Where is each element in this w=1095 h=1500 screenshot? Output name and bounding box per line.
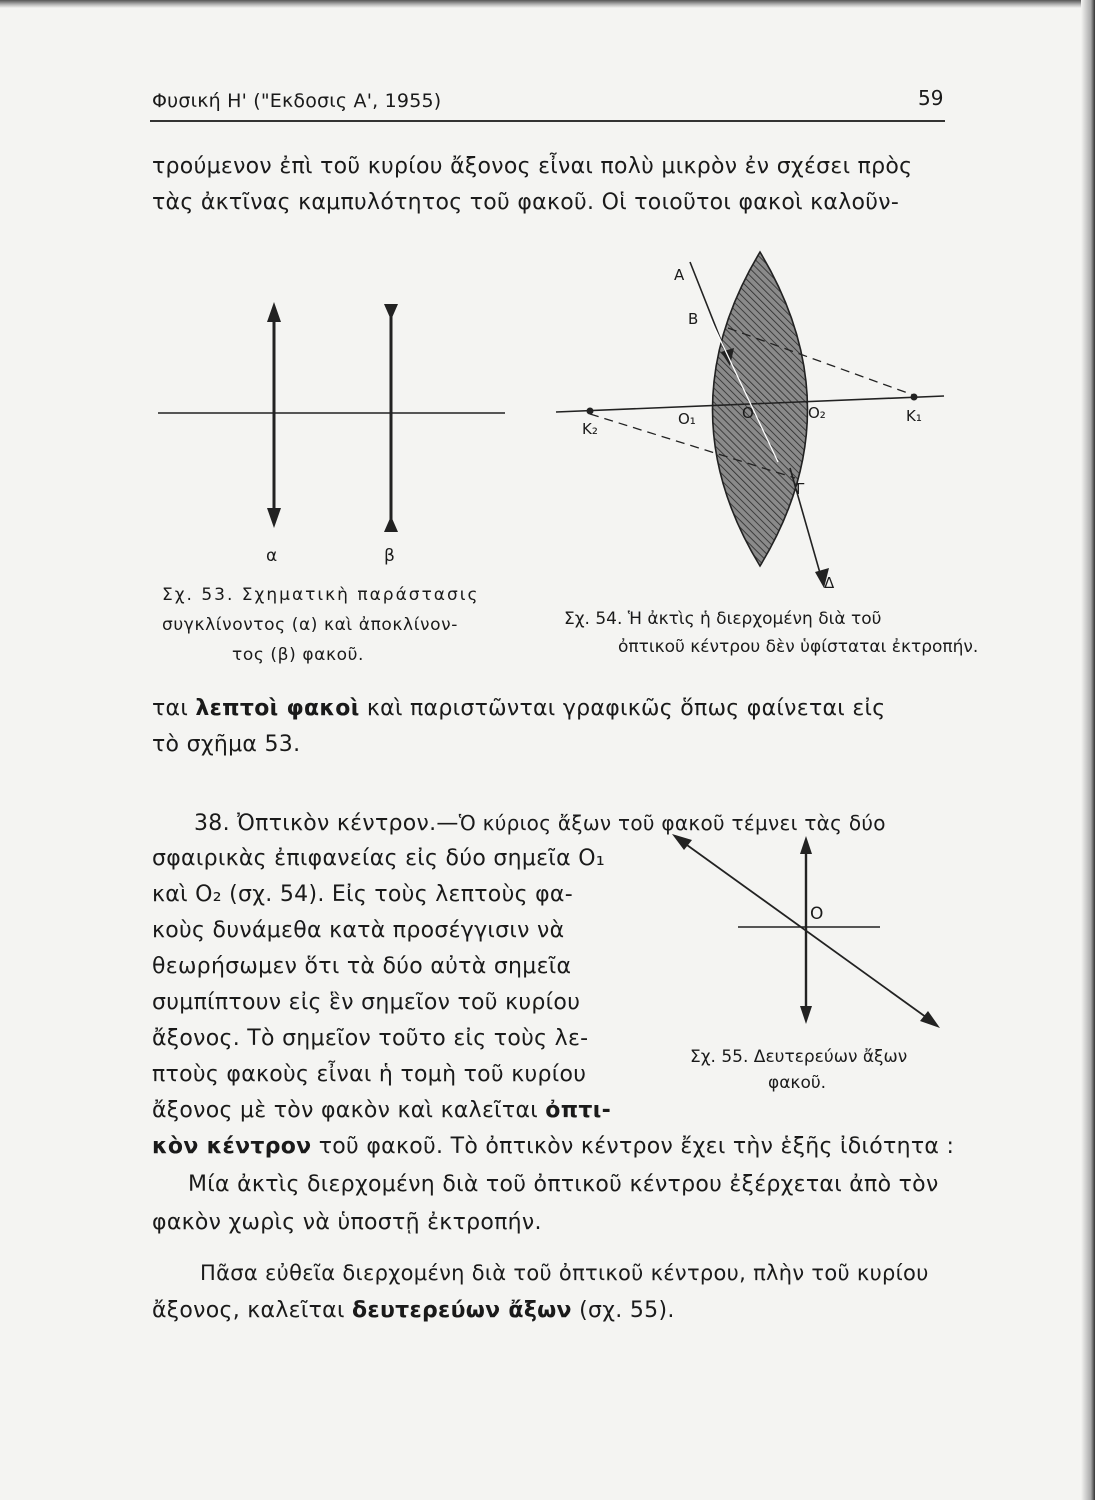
emphasis-term: λεπτοὶ φακοὶ [195, 696, 360, 721]
text-span: καὶ παριστῶνται γραφικῶς ὅπως φαίνεται εἰς [359, 696, 886, 721]
text-line: τὰς ἀκτῖνας καμπυλότητος τοῦ φακοῦ. Οἱ τοιοῦτοι φακοὶ καλοῦν- [152, 190, 900, 215]
text-line: ἄξονος. Τὸ σημεῖον τοῦτο εἰς τοὺς λε- [152, 1026, 589, 1051]
figure-55 [672, 834, 940, 1028]
text-line: τὸ σχῆμα 53. [152, 732, 301, 757]
text-line: Πᾶσα εὐθεῖα διερχομένη διὰ τοῦ ὀπτικοῦ κέντρου, πλὴν τοῦ κυρίου [200, 1261, 929, 1285]
text-line: κοὺς δυνάμεθα κατὰ προσέγγισιν νὰ [152, 918, 565, 943]
text-line: τρούμενον ἐπὶ τοῦ κυρίου ἄξονος εἶναι πολὺ μικρὸν ἐν σχέσει πρὸς [152, 154, 913, 179]
fig54-label-B: Β [688, 310, 699, 328]
text-line [152, 692, 885, 726]
fig54-label-G: Γ [796, 480, 805, 498]
fig54-point-K2 [587, 408, 594, 415]
fig53-caption-line: συγκλίνοντος (α) καὶ ἀποκλίνον- [162, 615, 458, 635]
text-line: πτοὺς φακοὺς εἶναι ἡ τομὴ τοῦ κυρίου [152, 1062, 587, 1087]
running-title: Φυσική Η' ("Εκδοσις Α', 1955) [152, 90, 442, 112]
fig55-caption-line: Σχ. 55. Δευτερεύων ἄξων [690, 1047, 908, 1067]
fig55-caption-line: φακοῦ. [768, 1073, 827, 1093]
fig54-label-K2: Κ₂ [582, 420, 598, 438]
text-span: ται [152, 696, 196, 721]
fig55-label-O: Ο [810, 904, 824, 924]
figure-53 [158, 302, 505, 532]
fig53-diverging-lens [384, 304, 398, 532]
text-span: (σχ. 55). [571, 1298, 675, 1323]
fig54-biconvex-lens [713, 252, 808, 566]
fig54-emergent-ray [790, 468, 822, 580]
fig54-label-A: Α [674, 266, 685, 284]
emphasis-term: ὀπτι- [545, 1098, 612, 1123]
fig54-label-O2: Ο₂ [808, 404, 826, 422]
fig54-caption-line: ὀπτικοῦ κέντρου δὲν ὑφίσταται ἐκτροπήν. [618, 637, 979, 657]
fig54-label-K1: Κ₁ [906, 407, 922, 425]
page-number: 59 [918, 86, 944, 110]
fig54-point-K1 [911, 394, 918, 401]
text-line: σφαιρικὰς ἐπιφανείας εἰς δύο σημεῖα Ο₁ [152, 846, 605, 871]
emphasis-term: κὸν κέντρον [152, 1134, 312, 1159]
text-span: ἄξονος μὲ τὸν φακὸν καὶ καλεῖται [152, 1098, 546, 1123]
text-span: Ὁ κύριος ἄξων τοῦ φακοῦ τέμνει τὰς δύο [458, 811, 886, 835]
text-line: καὶ Ο₂ (σχ. 54). Εἰς τοὺς λεπτοὺς φα- [152, 882, 573, 907]
text-span: τοῦ φακοῦ. Τὸ ὀπτικὸν κέντρον ἔχει τὴν ἑξῆς ἰδιότητα : [311, 1134, 955, 1159]
fig54-label-D: Δ [824, 574, 835, 592]
text-line: φακὸν χωρὶς νὰ ὑποστῇ ἐκτροπήν. [152, 1210, 542, 1235]
text-line [152, 1130, 954, 1164]
fig54-caption-line: Σχ. 54. Ἡ ἀκτὶς ἡ διερχομένη διὰ τοῦ [564, 609, 882, 629]
section-heading-line [194, 806, 886, 841]
fig53-label-a: α [266, 546, 278, 566]
text-line [152, 1294, 675, 1328]
text-line: συμπίπτουν εἰς ἓν σημεῖον τοῦ κυρίου [152, 990, 581, 1015]
section-heading: 38. Ὀπτικὸν κέντρον.— [194, 811, 459, 836]
text-line [152, 1094, 611, 1128]
text-line: Μία ἀκτὶς διερχομένη διὰ τοῦ ὀπτικοῦ κέντρου ἐξέρχεται ἀπὸ τὸν [188, 1172, 939, 1197]
fig53-converging-lens [267, 302, 281, 528]
text-line: θεωρήσωμεν ὅτι τὰ δύο αὐτὰ σημεῖα [152, 954, 572, 979]
emphasis-term: δευτερεύων ἄξων [352, 1298, 572, 1323]
fig53-caption-line: τος (β) φακοῦ. [232, 645, 365, 665]
text-span: ἄξονος, καλεῖται [152, 1298, 352, 1323]
fig54-label-O: Ο [742, 404, 754, 422]
fig54-label-O1: Ο₁ [678, 410, 696, 428]
fig53-caption-line: Σχ. 53. Σχηματικὴ παράστασις [162, 585, 480, 605]
fig53-label-b: β [384, 546, 395, 566]
